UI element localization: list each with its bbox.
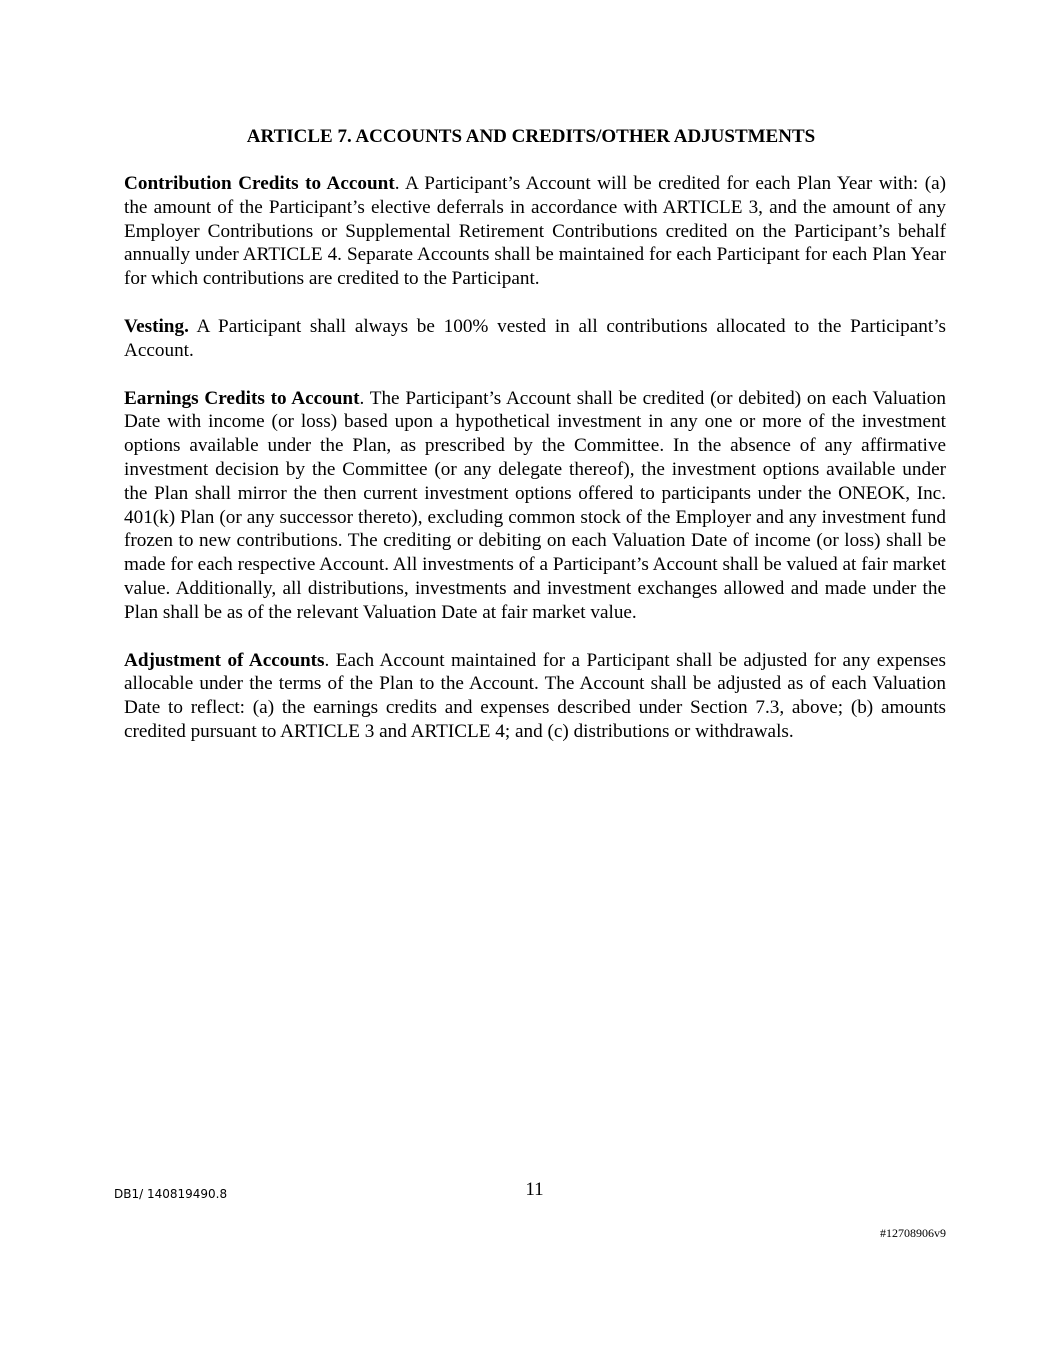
section-heading: Contribution Credits to Account — [124, 173, 395, 194]
section-text: A Participant’s Account will be credited for each Plan Year with: (a) the amount of the Participant’s elective deferrals in accordance with ARTICLE 3, and the amount of any Employer Contributions or Supplemental Retirement Contributions credited on the Participant’s behalf annually under ARTICLE 4. Separate Accounts shall be maintained for each Participant for each Plan Year for which contributions are credited to the Participant. — [124, 173, 946, 290]
page-number: 11 — [525, 1179, 544, 1200]
section-text: The Participant’s Account shall be credited (or debited) on each Valuation Date with income (or loss) based upon a hypothetical investment in any one or more of the investment options available under the Plan, as prescribed by the Committee. In the absence of any affirmative investment decision by the Committee (or any delegate thereof), the investment options available under the Plan shall mirror the then current investment options offered to participants under the ONEOK, Inc. 401(k) Plan (or any successor thereto), excluding common stock of the Employer and any investment fund frozen to new contributions. The crediting or debiting on each Valuation Date of income (or loss) shall be made for each respective Account. All investments of a Participant’s Account shall be valued at fair market value. Additionally, all distributions, investments and investment exchanges allowed and made under the Plan shall be as of the relevant Valuation Date at fair market value. — [124, 387, 946, 623]
article-body — [124, 172, 946, 768]
footer-document-id: DB1/ 140819490.8 — [114, 1187, 228, 1201]
section-text: A Participant shall always be 100% vested in all contributions allocated to the Participant’s Account. — [124, 315, 946, 361]
section-heading-punctuation: . — [394, 173, 400, 194]
section-heading: Vesting. — [124, 315, 189, 337]
section-heading: Adjustment of Accounts — [124, 649, 325, 671]
footer-version-id: #12708906v9 — [880, 1226, 946, 1240]
article-title: ARTICLE 7. ACCOUNTS AND CREDITS/OTHER ADJUSTMENTS — [246, 126, 816, 147]
section-heading-punctuation: . — [324, 649, 330, 671]
section-heading: Earnings Credits to Account — [124, 387, 360, 409]
section-adjustment-of-accounts — [124, 649, 946, 744]
section-text: Each Account maintained for a Participant shall be adjusted for any expenses allocable under the terms of the Plan to the Account. The Account shall be adjusted as of each Valuation Date to reflect: (a) the earnings credits and expenses described under Section 7.3, above; (b) amounts credited pursuant to ARTICLE 3 and ARTICLE 4; and (c) distributions or withdrawals. — [124, 649, 946, 742]
section-vesting — [124, 315, 946, 363]
section-heading-punctuation: . — [359, 387, 365, 409]
section-earnings-credits — [124, 387, 946, 625]
section-contribution-credits — [124, 172, 946, 291]
